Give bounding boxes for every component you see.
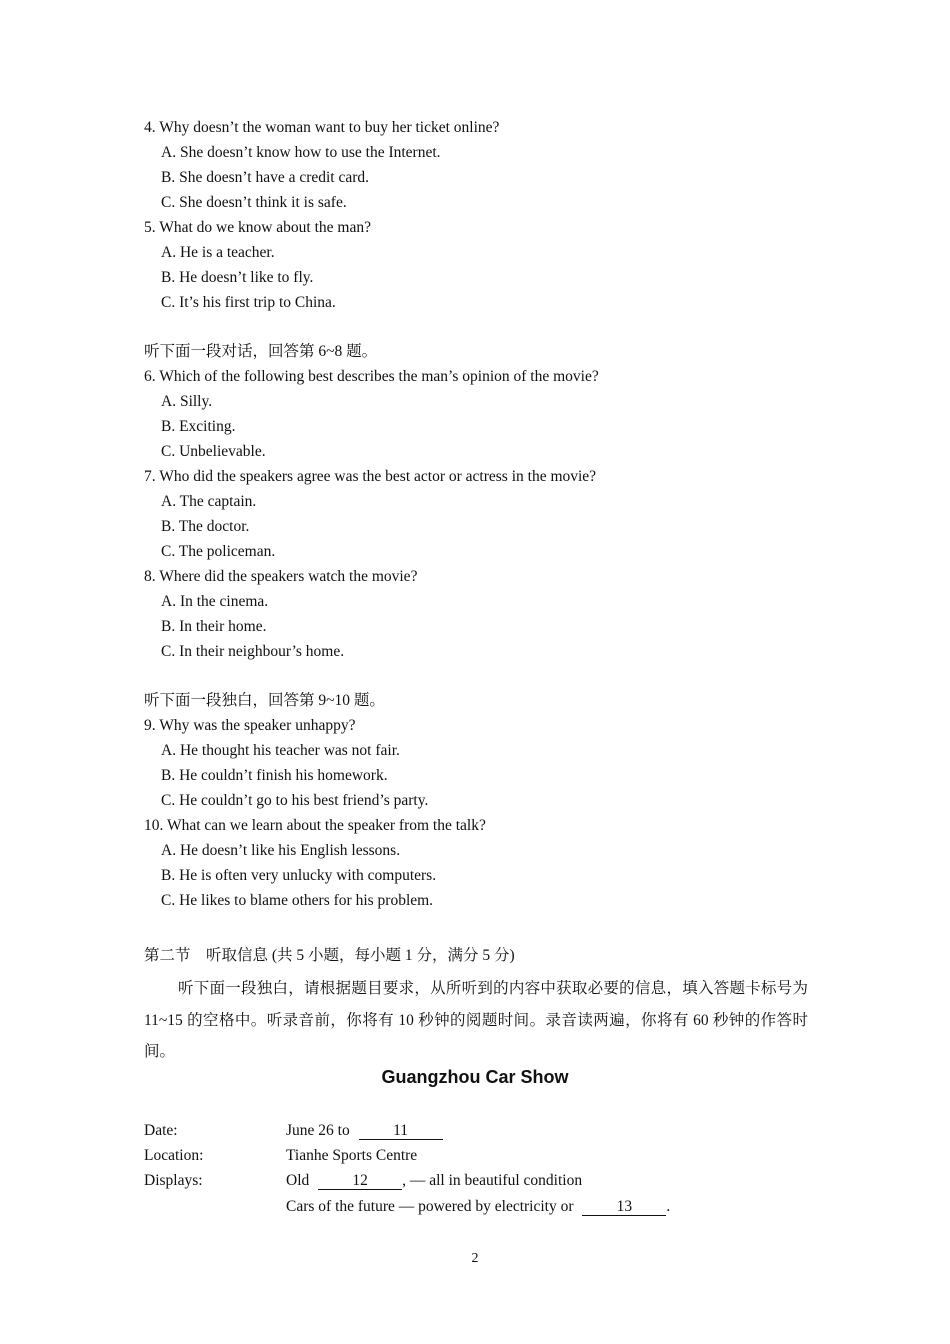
question-7-option-c: C. The policeman. bbox=[161, 543, 276, 560]
displays-1-prefix: Old bbox=[286, 1172, 310, 1189]
date-value: June 26 to bbox=[286, 1122, 350, 1139]
location-value: Tianhe Sports Centre bbox=[286, 1147, 418, 1164]
question-6: 6. Which of the following best describes the man’s opinion of the movie? bbox=[144, 368, 599, 385]
question-5-option-b: B. He doesn’t like to fly. bbox=[161, 269, 314, 286]
displays-2-prefix: Cars of the future — powered by electricity or bbox=[286, 1198, 574, 1215]
answer-blank-11[interactable]: 11 bbox=[359, 1122, 443, 1140]
question-7-option-a: A. The captain. bbox=[161, 493, 257, 510]
question-9: 9. Why was the speaker unhappy? bbox=[144, 717, 356, 734]
question-8-option-c: C. In their neighbour’s home. bbox=[161, 643, 345, 660]
answer-blank-13[interactable]: 13 bbox=[582, 1198, 666, 1216]
displays-1-suffix: , — all in beautiful condition bbox=[402, 1172, 583, 1189]
question-8-option-b: B. In their home. bbox=[161, 618, 267, 635]
part2-instructions: 听下面一段独白，请根据题目要求，从所听到的内容中获取必要的信息，填入答题卡标号为 11~15 的空格中。听录音前，你将有 10 秒钟的阅题时间。录音读两遍，你将有 60 秒钟的作答时间。 bbox=[144, 980, 808, 1060]
displays-label: Displays: bbox=[144, 1172, 203, 1189]
question-4-option-b: B. She doesn’t have a credit card. bbox=[161, 169, 370, 186]
question-8: 8. Where did the speakers watch the movie? bbox=[144, 568, 418, 585]
question-4-option-a: A. She doesn’t know how to use the Internet. bbox=[161, 144, 441, 161]
question-4: 4. Why doesn’t the woman want to buy her ticket online? bbox=[144, 119, 500, 136]
question-10-option-a: A. He doesn’t like his English lessons. bbox=[161, 842, 401, 859]
question-9-option-c: C. He couldn’t go to his best friend’s party. bbox=[161, 792, 429, 809]
question-10-option-c: C. He likes to blame others for his problem. bbox=[161, 892, 434, 909]
page-number: 2 bbox=[471, 1251, 479, 1266]
part2-heading: 第二节 听取信息 (共 5 小题，每小题 1 分，满分 5 分) bbox=[144, 947, 515, 964]
car-show-title: Guangzhou Car Show bbox=[381, 1067, 569, 1087]
answer-blank-12[interactable]: 12 bbox=[318, 1172, 402, 1190]
location-label: Location: bbox=[144, 1147, 204, 1164]
date-label: Date: bbox=[144, 1122, 178, 1139]
question-10: 10. What can we learn about the speaker from the talk? bbox=[144, 817, 486, 834]
question-9-option-b: B. He couldn’t finish his homework. bbox=[161, 767, 388, 784]
date-row bbox=[286, 1121, 443, 1141]
question-6-option-a: A. Silly. bbox=[161, 393, 213, 410]
displays-2-suffix: . bbox=[666, 1198, 671, 1215]
displays-row-1 bbox=[286, 1171, 582, 1191]
question-7-option-b: B. The doctor. bbox=[161, 518, 250, 535]
question-4-option-c: C. She doesn’t think it is safe. bbox=[161, 194, 347, 211]
question-6-option-c: C. Unbelievable. bbox=[161, 443, 266, 460]
question-8-option-a: A. In the cinema. bbox=[161, 593, 269, 610]
question-6-option-b: B. Exciting. bbox=[161, 418, 236, 435]
section-intro-9-10: 听下面一段独白，回答第 9~10 题。 bbox=[144, 692, 385, 709]
displays-row-2 bbox=[286, 1197, 670, 1217]
question-9-option-a: A. He thought his teacher was not fair. bbox=[161, 742, 400, 759]
section-intro-6-8: 听下面一段对话，回答第 6~8 题。 bbox=[144, 343, 378, 360]
question-5-option-c: C. It’s his first trip to China. bbox=[161, 294, 336, 311]
question-5: 5. What do we know about the man? bbox=[144, 219, 371, 236]
question-5-option-a: A. He is a teacher. bbox=[161, 244, 275, 261]
question-10-option-b: B. He is often very unlucky with computers. bbox=[161, 867, 437, 884]
question-7: 7. Who did the speakers agree was the best actor or actress in the movie? bbox=[144, 468, 597, 485]
